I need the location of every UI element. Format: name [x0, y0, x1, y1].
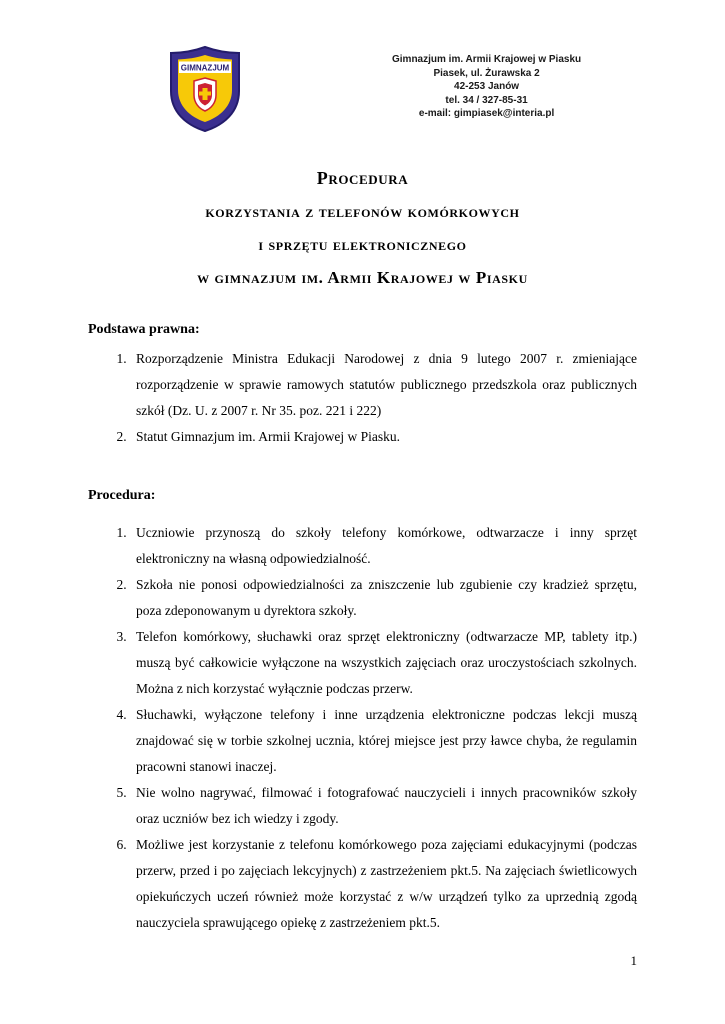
procedure-list [88, 520, 637, 936]
document-title [88, 162, 637, 294]
procedure-item: 6. Możliwe jest korzystanie z telefonu komórkowego poza zajęciami edukacyjnymi (podczas przerw, przed i po zajęciach lekcyjnych) z zastrzeżeniem pkt.5. Na zajęciach świetlicowych opiekuńczych uczeń również może korzystać z w/w urządzeń tylko za uprzednią zgodą nauczyciela sprawującego opiekę z zastrzeżeniem pkt.5. [130, 832, 637, 936]
legal-basis-item: 2. Statut Gimnazjum im. Armii Krajowej w Piasku. [130, 424, 637, 450]
title-line-1: Procedura [316, 168, 409, 188]
school-contact-block [392, 45, 581, 121]
page-number: 1 [630, 953, 637, 968]
legal-basis-heading: Podstawa prawna: [88, 322, 200, 337]
title-line-2: korzystania z telefonów komórkowych [205, 202, 520, 221]
procedure-item: 4. Słuchawki, wyłączone telefony i inne urządzenia elektroniczne podczas lekcji muszą znajdować się w torbie szkolnej ucznia, której miejsce jest przy ławce chyba, że regulamin pracowni stanowi inaczej. [130, 702, 637, 780]
legal-basis-item: 1. Rozporządzenie Ministra Edukacji Narodowej z dnia 9 lutego 2007 r. zmieniające rozporządzenie w sprawie ramowych statutów publicznego przedszkola oraz publicznych szkół (Dz. U. z 2007 r. Nr 35. poz. 221 i 222) [130, 346, 637, 424]
school-name: Gimnazjum im. Armii Krajowej w Piasku [392, 54, 582, 65]
school-phone: tel. 34 / 327-85-31 [445, 94, 528, 106]
school-address-street: Piasek, ul. Żurawska 2 [433, 67, 540, 79]
school-address-city: 42-253 Janów [454, 81, 520, 92]
title-line-3: i sprzętu elektronicznego [258, 235, 467, 254]
crest-logo-text: GIMNAZJUM [180, 63, 230, 73]
procedure-heading: Procedura: [88, 488, 156, 503]
procedure-item: 3. Telefon komórkowy, słuchawki oraz sprzęt elektroniczny (odtwarzacze MP, tablety itp.) muszą być całkowicie wyłączone na wszystkich zajęciach oraz uroczystościach szkolnych. Można z nich korzystać wyłącznie podczas przerw. [130, 624, 637, 702]
procedure-item: 1. Uczniowie przynoszą do szkoły telefony komórkowe, odtwarzacze i inny sprzęt elektroniczny na własną odpowiedzialność. [130, 520, 637, 572]
school-email: e-mail: gimpiasek@interia.pl [418, 108, 555, 119]
document-header [88, 45, 637, 138]
title-line-4: w gimnazjum im. Armii Krajowej w Piasku [197, 268, 528, 287]
crest-shield-icon [168, 45, 242, 133]
procedure-item: 2. Szkoła nie ponosi odpowiedzialności za zniszczenie lub zgubienie czy kradzież sprzętu, poza zdeponowanym u dyrektora szkoły. [130, 572, 637, 624]
legal-basis-list [88, 346, 637, 450]
procedure-item: 5. Nie wolno nagrywać, filmować i fotografować nauczycieli i innych pracowników szkoły oraz uczniów bez ich wiedzy i zgody. [130, 780, 637, 832]
school-crest-logo [168, 45, 242, 138]
